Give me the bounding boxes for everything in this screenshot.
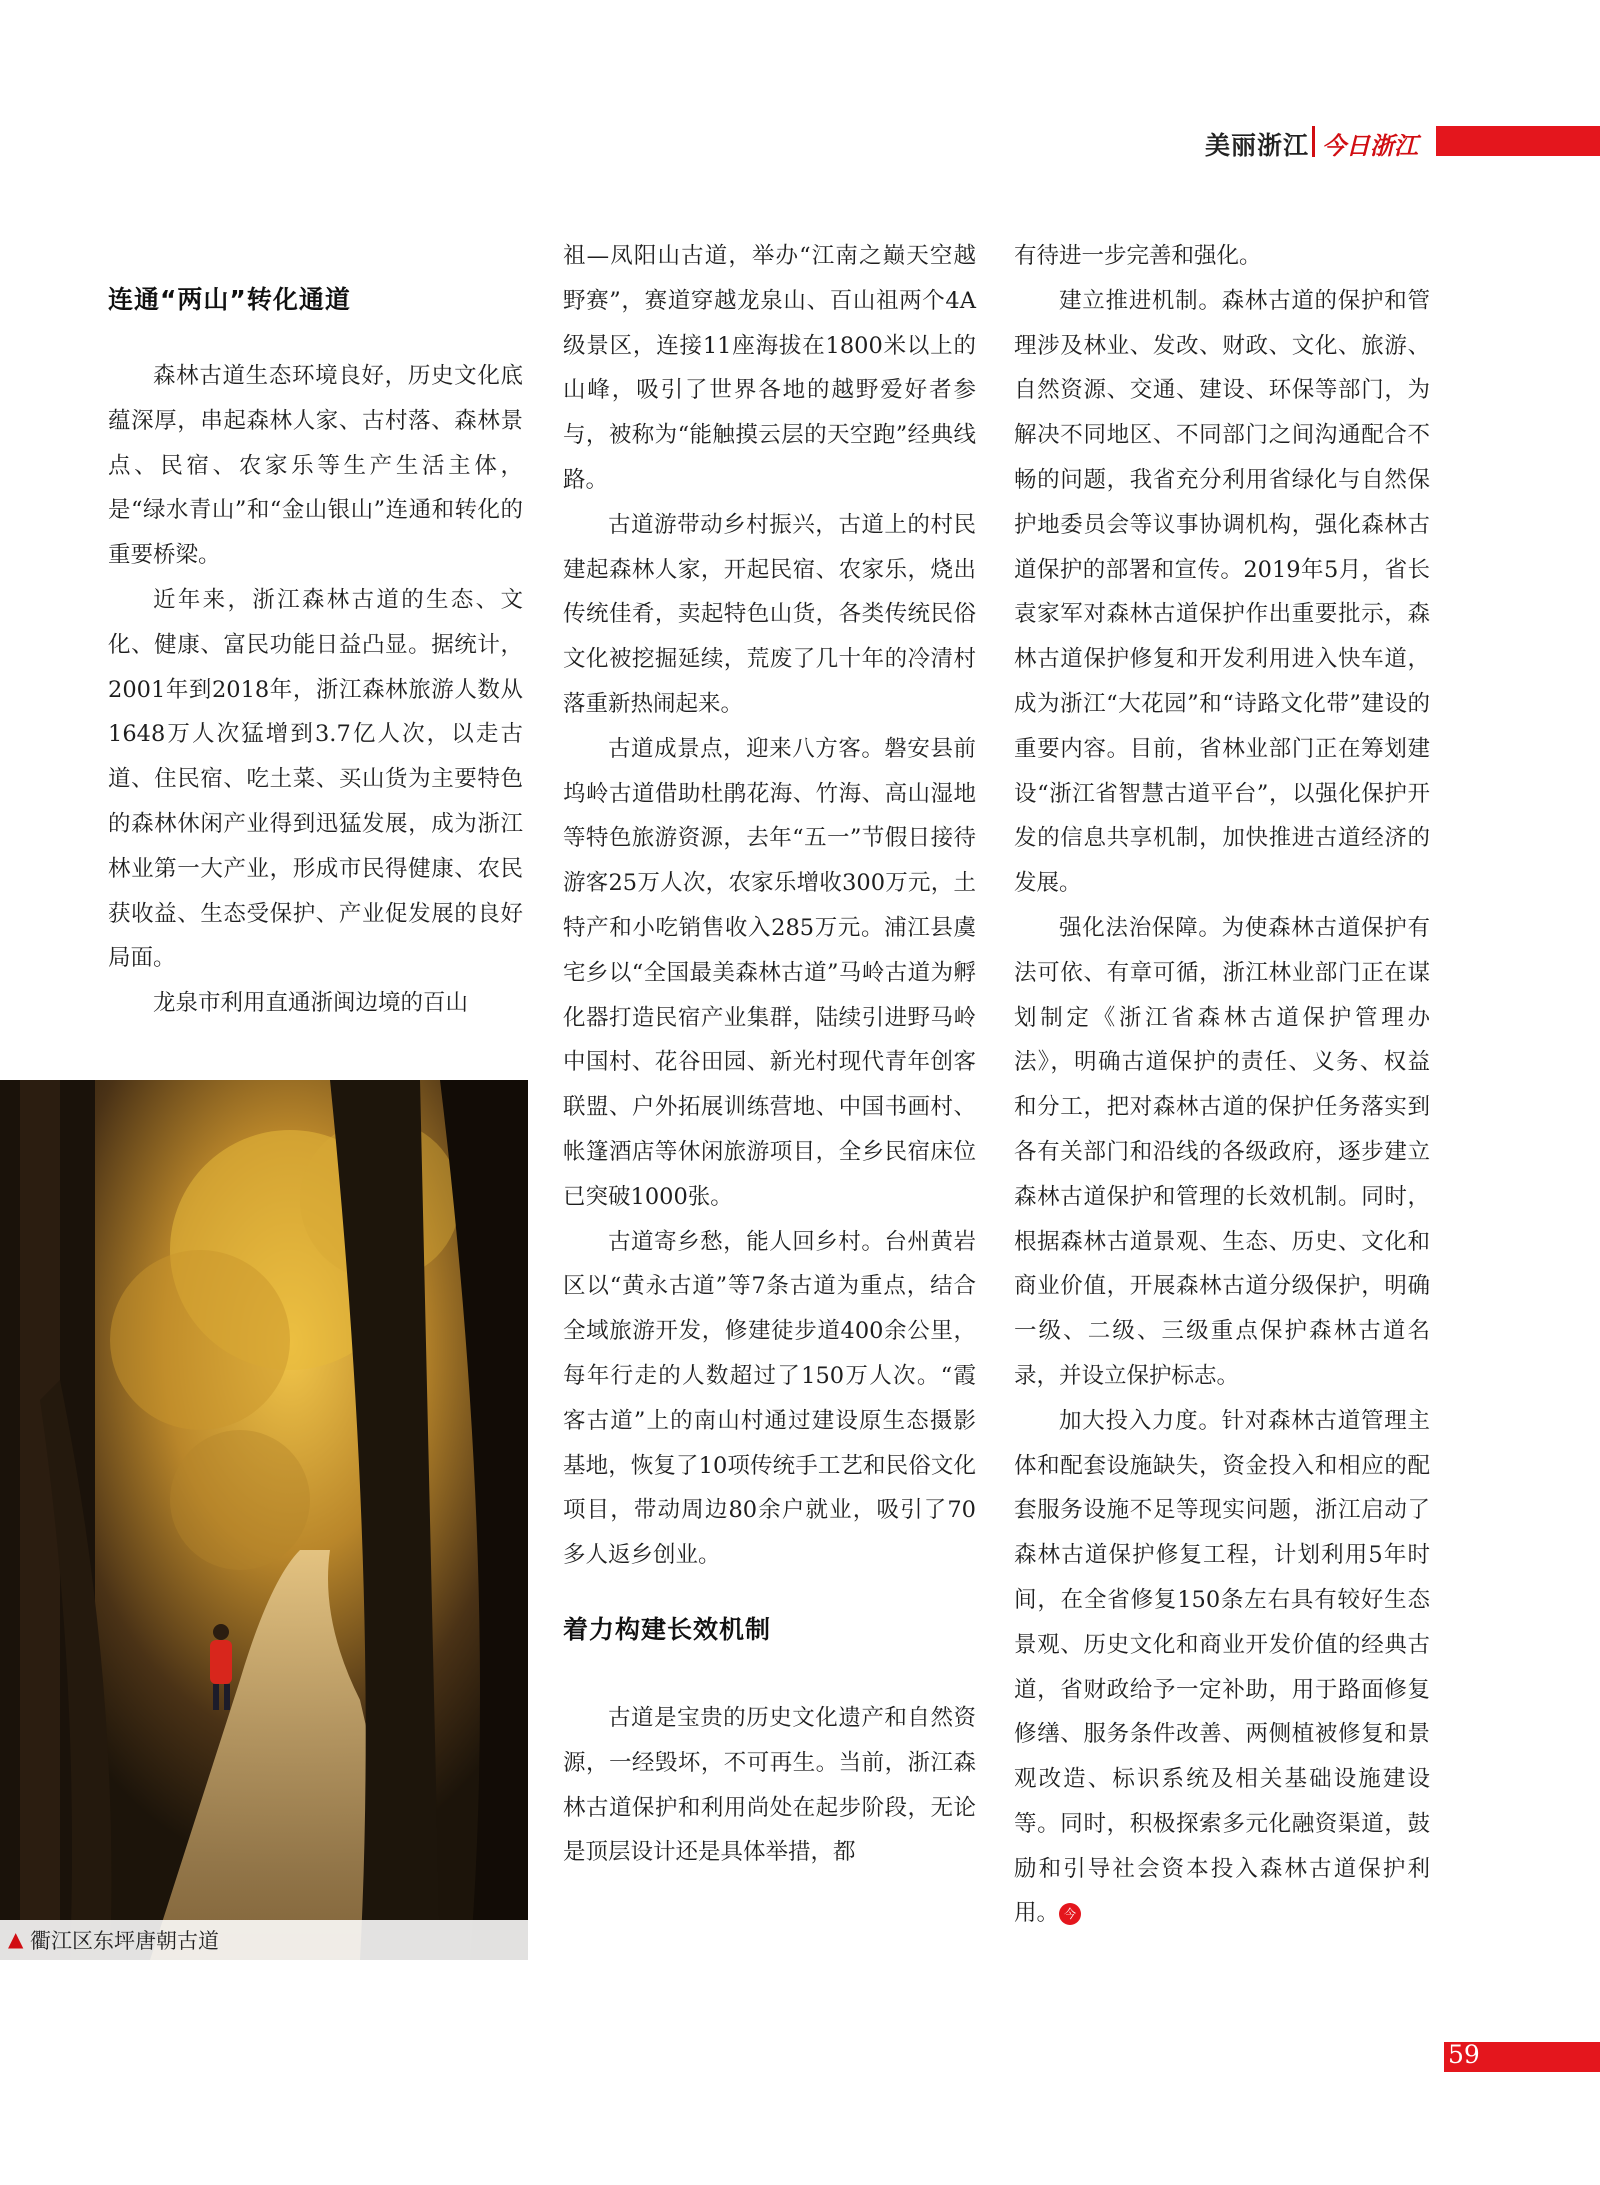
column-right (1014, 234, 1430, 1936)
photo-caption (0, 1920, 528, 1960)
paragraph: 古道是宝贵的历史文化遗产和自然资源，一经毁坏，不可再生。当前，浙江森林古道保护和利用尚处在起步阶段，无论是顶层设计还是具体举措，都 (563, 1704, 976, 1866)
triangle-icon: ▲ (8, 1927, 24, 1951)
paragraph: 祖—凤阳山古道，举办“江南之巅天空越野赛”，赛道穿越龙泉山、百山祖两个4A级景区，连接11座海拔在1800米以上的山峰，吸引了世界各地的越野爱好者参与，被称为“能触摸云层的天空跑”经典线路。 (563, 243, 976, 493)
paragraph: 古道游带动乡村振兴，古道上的村民建起森林人家，开起民宿、农家乐，烧出传统佳肴，卖起特色山货，各类传统民俗文化被挖掘延续，荒废了几十年的冷清村落重新热闹起来。 (563, 511, 976, 717)
paragraph: 强化法治保障。为使森林古道保护有法可依、有章可循，浙江林业部门正在谋划制定《浙江省森林古道保护管理办法》，明确古道保护的责任、义务、权益和分工，把对森林古道的保护任务落实到各有关部门和沿线的各级政府，逐步建立森林古道保护和管理的长效机制。同时，根据森林古道景观、生态、历史、文化和商业价值，开展森林古道分级保护，明确一级、二级、三级重点保护森林古道名录，并设立保护标志。 (1014, 914, 1430, 1389)
hiker-figure (210, 1640, 232, 1684)
forest-path-photo (0, 1080, 528, 1960)
paragraph: 古道寄乡愁，能人回乡村。台州黄岩区以“黄永古道”等7条古道为重点，结合全域旅游开发，修建徒步道400余公里，每年行走的人数超过了150万人次。“霞客古道”上的南山村通过建设原生态摄影基地，恢复了10项传统手工艺和民俗文化项目，带动周边80余户就业，吸引了70多人返乡创业。 (563, 1228, 976, 1569)
section-label: 美丽浙江 (1205, 131, 1310, 160)
column-middle (563, 234, 976, 1875)
paragraph: 古道成景点，迎来八方客。磐安县前坞岭古道借助杜鹃花海、竹海、高山湿地等特色旅游资源，去年“五一”节假日接待游客25万人次，农家乐增收300万元，土特产和小吃销售收入285万元。浦江县虞宅乡以“全国最美森林古道”马岭古道为孵化器打造民宿产业集群，陆续引进野马岭中国村、花谷田园、新光村现代青年创客联盟、户外拓展训练营地、中国书画村、帐篷酒店等休闲旅游项目，全乡民宿床位已突破1000张。 (563, 735, 976, 1210)
paragraph: 龙泉市利用直通浙闽边境的百山 (153, 990, 469, 1017)
section-heading-left: 连通“两山”转化通道 (108, 285, 351, 314)
paragraph: 有待进一步完善和强化。 (1014, 243, 1262, 269)
forest-path-illustration (0, 1080, 528, 1960)
paragraph (1014, 1399, 1430, 1937)
end-mark-icon: 今 (1059, 1903, 1081, 1925)
paragraph: 建立推进机制。森林古道的保护和管理涉及林业、发改、财政、文化、旅游、自然资源、交通、建设、环保等部门，为解决不同地区、不同部门之间沟通配合不畅的问题，我省充分利用省绿化与自然保护地委员会等议事协调机构，强化森林古道保护的部署和宣传。2019年5月，省长袁家军对森林古道保护作出重要批示，森林古道保护修复和开发利用进入快车道，成为浙江“大花园”和“诗路文化带”建设的重要内容。目前，省林业部门正在筹划建设“浙江省智慧古道平台”，以强化保护开发的信息共享机制，加快推进古道经济的发展。 (1014, 287, 1430, 897)
page-header (0, 124, 1600, 160)
header-color-bar (1436, 126, 1600, 156)
paragraph: 森林古道生态环境良好，历史文化底蕴深厚，串起森林人家、古村落、森林景点、民宿、农家乐等生产生活主体，是“绿水青山”和“金山银山”连通和转化的重要桥梁。 (108, 363, 523, 569)
paragraph: 近年来，浙江森林古道的生态、文化、健康、富民功能日益凸显。据统计，2001年到2018年，浙江森林旅游人数从1648万人次猛增到3.7亿人次，以走古道、住民宿、吃土菜、买山货为主要特色的森林休闲产业得到迅猛发展，成为浙江林业第一大产业，形成市民得健康、农民获收益、生态受保护、产业促发展的良好局面。 (108, 586, 523, 972)
caption-text: 衢江区东坪唐朝古道 (30, 1929, 219, 1953)
column-left (108, 238, 523, 1026)
section-heading-middle: 着力构建长效机制 (563, 1614, 772, 1644)
paragraph-text: 加大投入力度。针对森林古道管理主体和配套设施缺失，资金投入和相应的配套服务设施不足等现实问题，浙江启动了森林古道保护修复工程，计划利用5年时间，在全省修复150条左右具有较好生态景观、历史文化和商业开发价值的经典古道，省财政给予一定补助，用于路面修复修缮、服务条件改善、两侧植被修复和景观改造、标识系统及相关基础设施建设等。同时，积极探索多元化融资渠道，鼓励和引导社会资本投入森林古道保护利用。 (1014, 1407, 1430, 1927)
header-divider (1312, 126, 1315, 157)
page-number: 59 (1448, 2040, 1480, 2069)
magazine-logo: 今日浙江 (1322, 131, 1418, 160)
